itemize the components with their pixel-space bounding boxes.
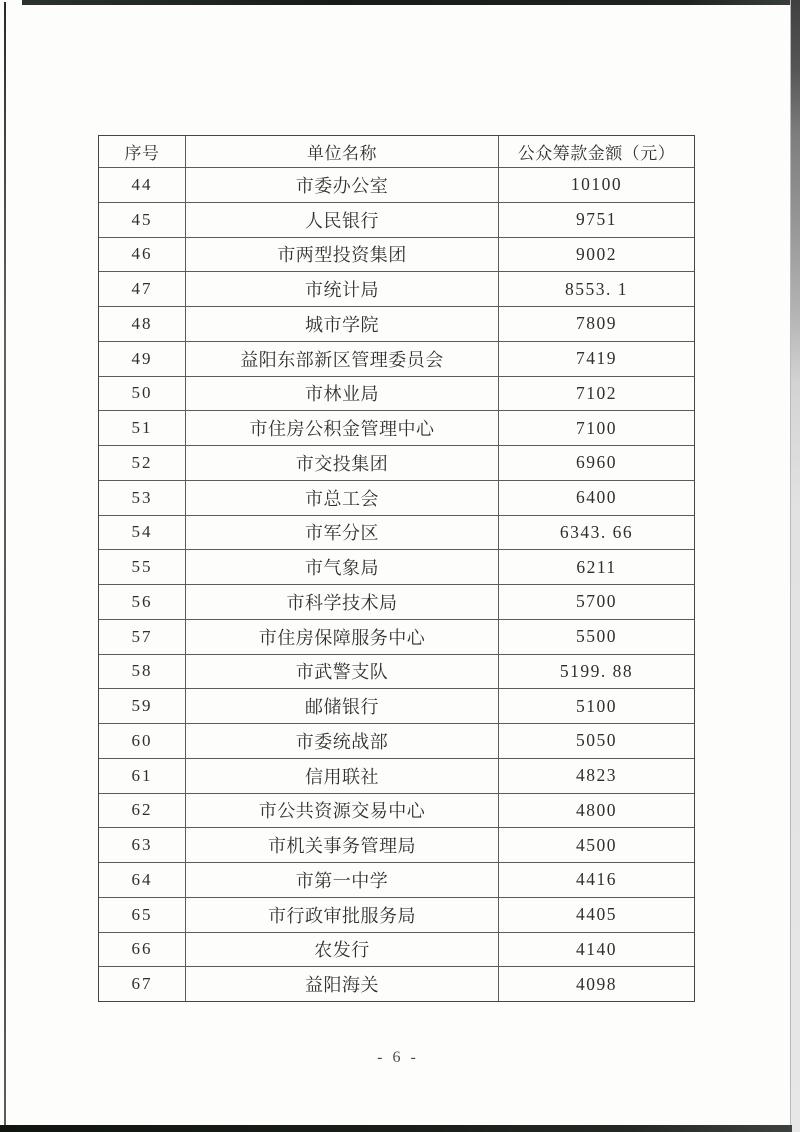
row-serial-number: 55 (99, 550, 186, 584)
row-unit-name: 市公共资源交易中心 (186, 794, 499, 828)
row-unit-name: 益阳海关 (186, 967, 499, 1001)
row-serial-number: 63 (99, 828, 186, 862)
table-row (99, 827, 694, 862)
table-row (99, 758, 694, 793)
row-serial-number: 64 (99, 863, 186, 897)
row-amount: 6343. 66 (559, 521, 634, 542)
row-amount: 9751 (576, 209, 617, 230)
table-row (99, 480, 694, 515)
table-row (99, 654, 694, 689)
row-unit-name: 市军分区 (186, 516, 499, 550)
row-amount: 4416 (576, 869, 617, 890)
row-amount: 7100 (576, 417, 617, 438)
row-serial-number: 60 (99, 724, 186, 758)
row-amount: 7102 (576, 382, 617, 403)
row-unit-name: 市第一中学 (186, 863, 499, 897)
row-unit-name: 市武警支队 (186, 655, 499, 689)
row-serial-number: 54 (99, 516, 186, 550)
table-row (99, 271, 694, 306)
table-row (99, 445, 694, 480)
row-amount: 8553. 1 (565, 278, 628, 299)
row-amount: 7809 (576, 313, 617, 334)
row-unit-name: 人民银行 (186, 203, 499, 237)
header-serial-number: 序号 (99, 136, 186, 167)
row-unit-name: 市总工会 (186, 481, 499, 515)
row-unit-name: 市气象局 (186, 550, 499, 584)
table-row (99, 584, 694, 619)
table-row (99, 932, 694, 967)
row-unit-name: 市两型投资集团 (186, 238, 499, 272)
row-amount: 5199. 88 (559, 660, 634, 681)
scan-edge-right (790, 0, 800, 1132)
row-serial-number: 44 (99, 168, 186, 202)
scan-edge-left (4, 2, 6, 1132)
fundraising-table (98, 135, 695, 1002)
table-row (99, 619, 694, 654)
table-row (99, 341, 694, 376)
row-serial-number: 53 (99, 481, 186, 515)
row-amount: 4800 (576, 799, 617, 820)
table-row (99, 862, 694, 897)
row-amount: 7419 (576, 348, 617, 369)
row-amount: 6960 (576, 452, 617, 473)
table-row (99, 688, 694, 723)
header-unit-name: 单位名称 (186, 136, 499, 167)
table-row (99, 793, 694, 828)
table-row (99, 410, 694, 445)
table-row (99, 376, 694, 411)
row-serial-number: 59 (99, 689, 186, 723)
table-row (99, 549, 694, 584)
row-serial-number: 57 (99, 620, 186, 654)
row-unit-name: 农发行 (186, 933, 499, 967)
table-row (99, 167, 694, 202)
header-amount: 公众筹款金额（元） (517, 144, 676, 163)
row-amount: 4405 (576, 904, 617, 925)
row-serial-number: 66 (99, 933, 186, 967)
row-serial-number: 45 (99, 203, 186, 237)
row-serial-number: 46 (99, 238, 186, 272)
table-row (99, 237, 694, 272)
row-unit-name: 城市学院 (186, 307, 499, 341)
row-amount: 4500 (576, 834, 617, 855)
row-unit-name: 市林业局 (186, 377, 499, 411)
row-unit-name: 益阳东部新区管理委员会 (186, 342, 499, 376)
row-unit-name: 市住房保障服务中心 (186, 620, 499, 654)
row-serial-number: 50 (99, 377, 186, 411)
row-amount: 4140 (576, 938, 617, 959)
row-unit-name: 市科学技术局 (186, 585, 499, 619)
row-serial-number: 58 (99, 655, 186, 689)
row-unit-name: 市委统战部 (186, 724, 499, 758)
row-unit-name: 市行政审批服务局 (186, 898, 499, 932)
row-unit-name: 市住房公积金管理中心 (186, 411, 499, 445)
row-amount: 5050 (576, 730, 617, 751)
row-unit-name: 市交投集团 (186, 446, 499, 480)
row-amount: 5100 (576, 695, 617, 716)
row-serial-number: 48 (99, 307, 186, 341)
row-unit-name: 市委办公室 (186, 168, 499, 202)
row-serial-number: 65 (99, 898, 186, 932)
row-serial-number: 56 (99, 585, 186, 619)
row-serial-number: 62 (99, 794, 186, 828)
row-serial-number: 49 (99, 342, 186, 376)
row-amount: 5500 (576, 626, 617, 647)
table-row (99, 723, 694, 758)
row-serial-number: 47 (99, 272, 186, 306)
table-row (99, 515, 694, 550)
row-serial-number: 67 (99, 967, 186, 1001)
row-amount: 6400 (576, 487, 617, 508)
page-number: - 6 - (377, 1049, 419, 1066)
row-unit-name: 邮储银行 (186, 689, 499, 723)
row-amount: 6211 (576, 556, 617, 577)
row-amount: 4098 (576, 973, 617, 994)
scan-edge-top (22, 0, 800, 5)
row-amount: 9002 (576, 243, 617, 264)
row-unit-name: 信用联社 (186, 759, 499, 793)
row-amount: 10100 (570, 174, 623, 195)
table-header-row (99, 136, 694, 167)
table-row (99, 897, 694, 932)
table-row (99, 306, 694, 341)
row-amount: 5700 (576, 591, 617, 612)
table-row (99, 966, 694, 1001)
row-serial-number: 61 (99, 759, 186, 793)
table-row (99, 202, 694, 237)
row-amount: 4823 (576, 765, 617, 786)
row-serial-number: 51 (99, 411, 186, 445)
row-unit-name: 市统计局 (186, 272, 499, 306)
scan-edge-bottom (0, 1125, 792, 1132)
row-serial-number: 52 (99, 446, 186, 480)
row-unit-name: 市机关事务管理局 (186, 828, 499, 862)
